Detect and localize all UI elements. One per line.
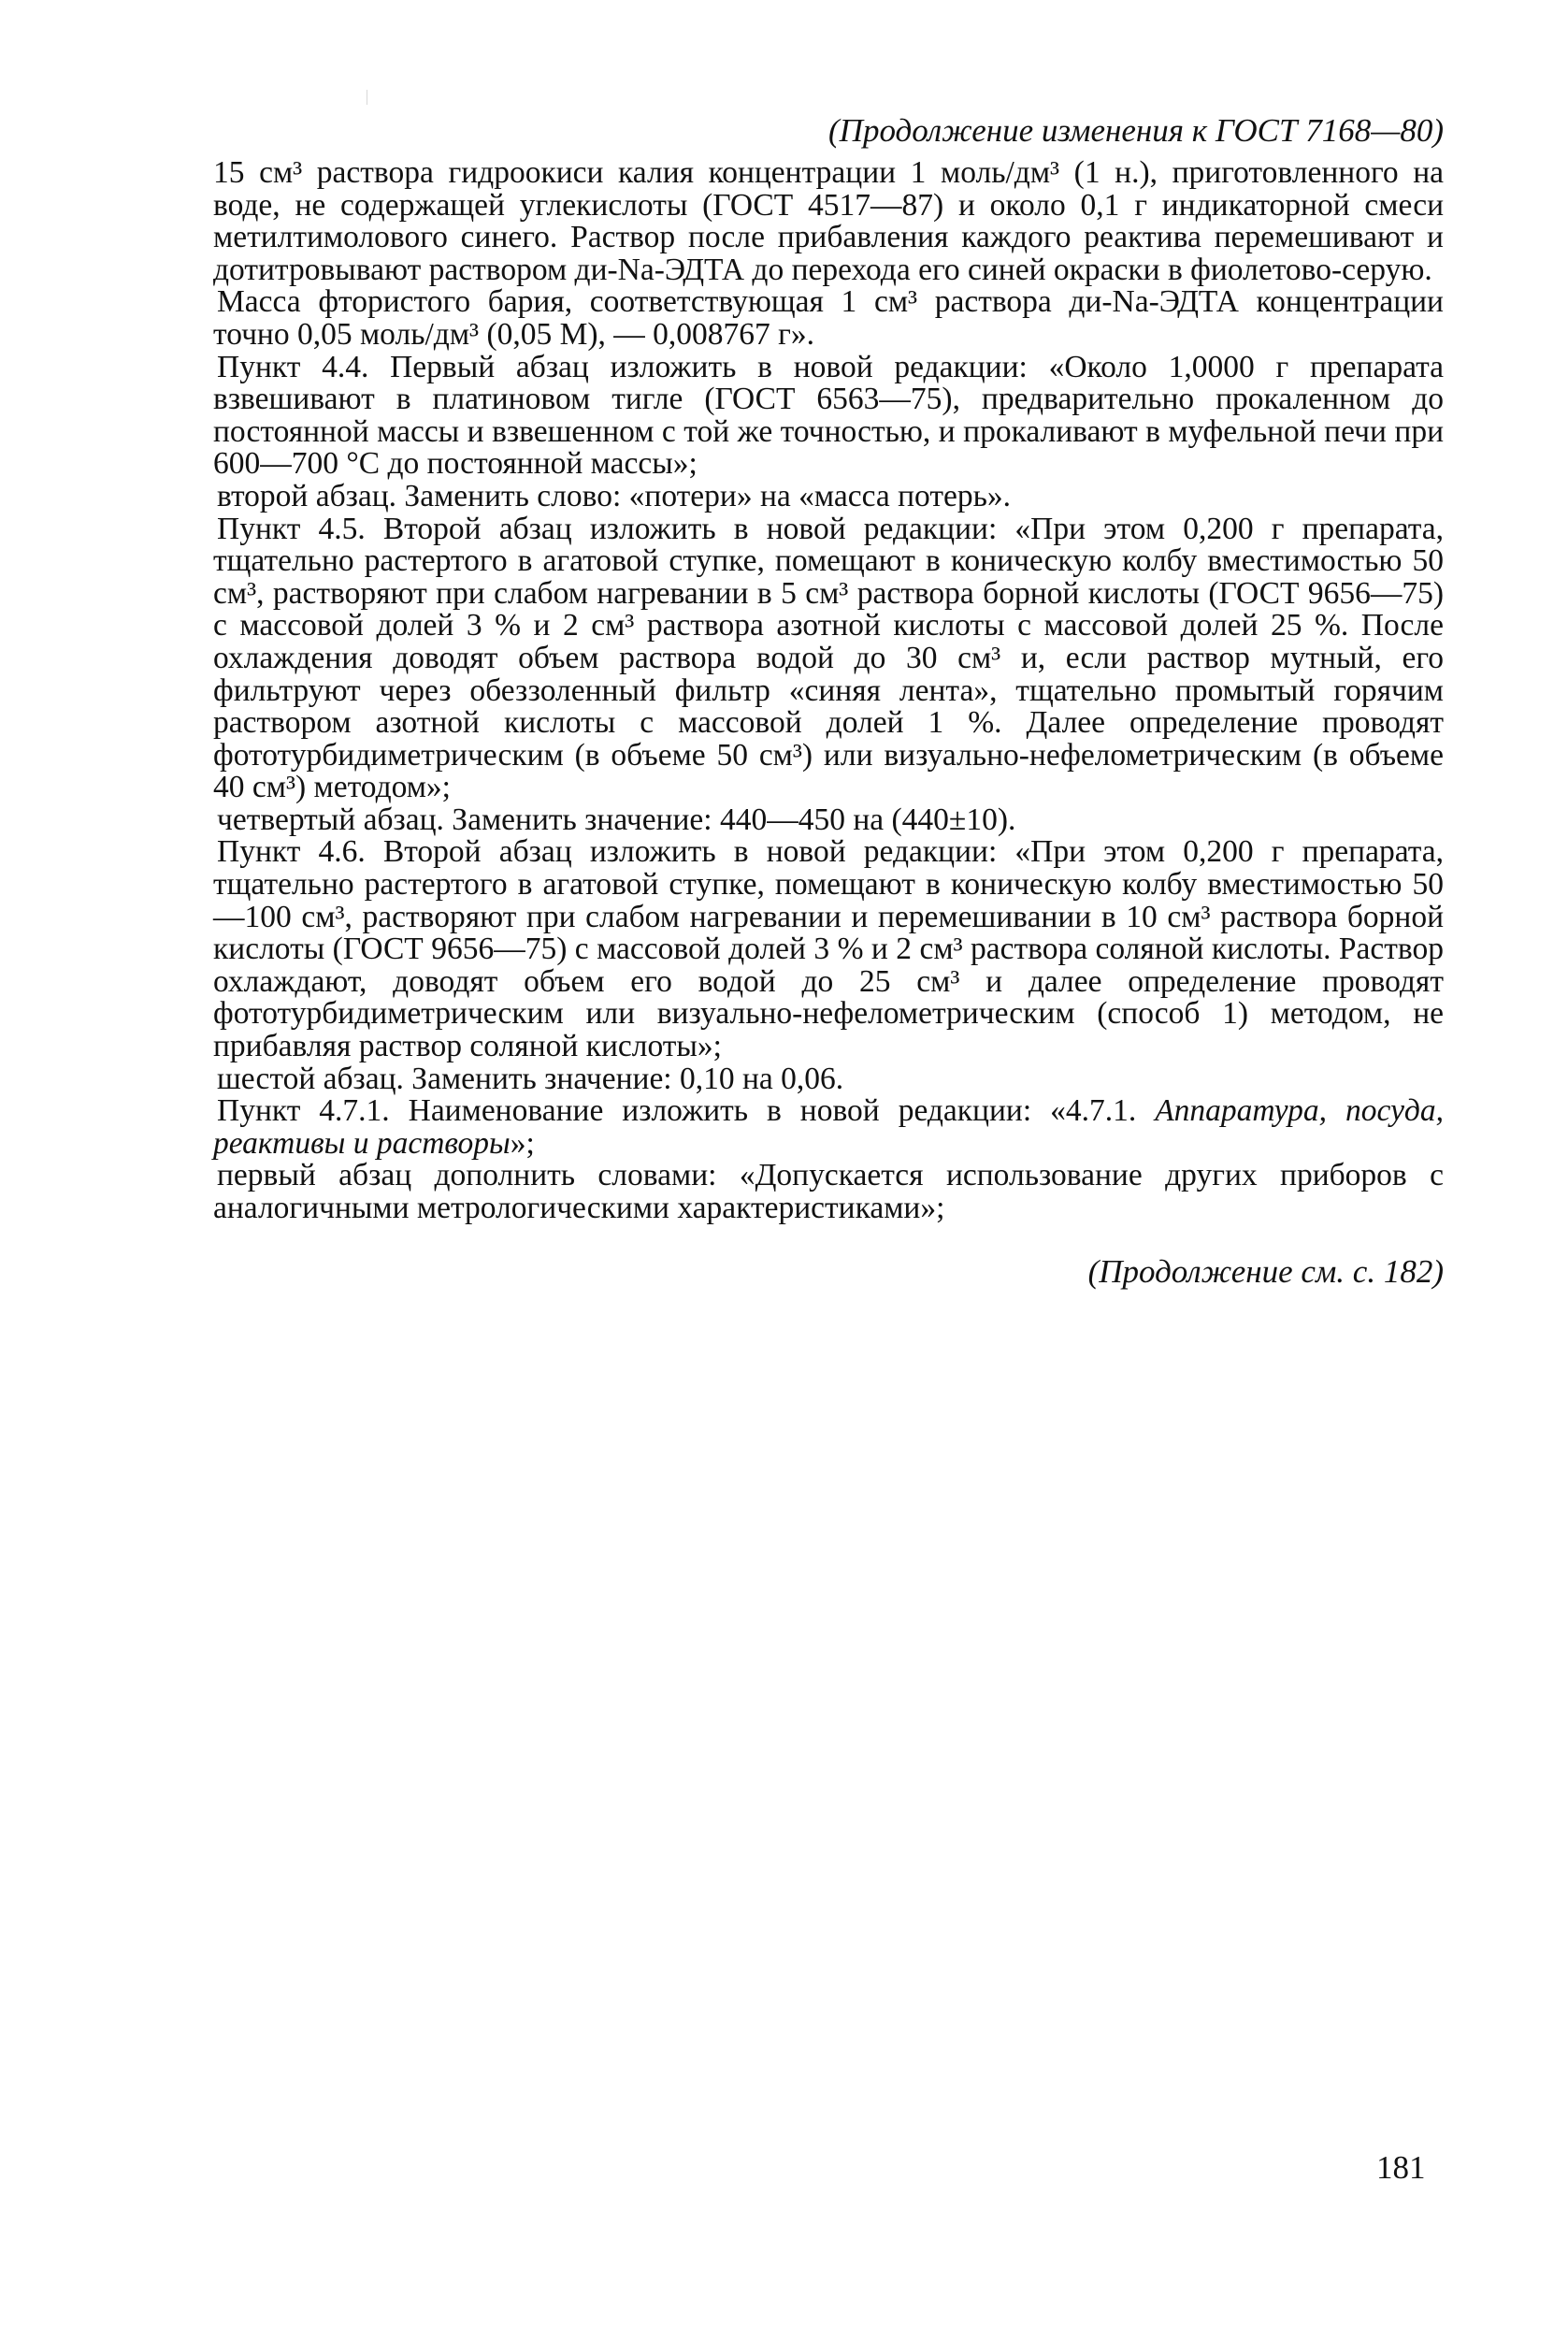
- paragraph-barium-fluoride-mass: Масса фтористого бария, соответствующая 1 см³ раствора ди-Na-ЭДТА концентрации точно 0,05 моль/дм³ (0,05 М), — 0,008767 г».: [213, 284, 1444, 352]
- paragraph-item-4-4: Пункт 4.4. Первый абзац изложить в новой редакции: «Около 1,0000 г препарата взвешивают в платиновом тигле (ГОСТ 6563—75), предварительно прокаленном до постоянной массы и взвешенном с той же точностью, и прокаливают в муфельной печи при 600—700 °С до постоянной массы»;: [213, 349, 1444, 482]
- paragraph-second-abzac-4-4: второй абзац. Заменить слово: «потери» на «масса потерь».: [217, 478, 1011, 513]
- paragraph-sixth-abzac-4-6: шестой абзац. Заменить значение: 0,10 на 0,06.: [217, 1061, 844, 1096]
- document-page: [213, 110, 1444, 1293]
- continuation-footer: (Продолжение см. с. 182): [1087, 1252, 1444, 1290]
- continuation-header: (Продолжение изменения к ГОСТ 7168—80): [828, 112, 1444, 149]
- paragraph-fourth-abzac-4-5: четвертый абзац. Заменить значение: 440—450 на (440±10).: [217, 802, 1016, 837]
- paragraph-item-4-6: Пункт 4.6. Второй абзац изложить в новой редакции: «При этом 0,200 г препарата, тщательно растертого в агатовой ступке, помещают в коническую колбу вместимостью 50—100 см³, растворяют при слабом нагревании и перемешивании в 10 см³ раствора борной кислоты (ГОСТ 9656—75) с массовой долей 3 % и 2 см³ раствора соляной кислоты. Раствор охлаждают, доводят объем его водой до 25 см³ и далее определение проводят фототурбидиметрическим или визуально-нефелометрическим (способ 1) методом, не прибавляя раствор соляной кислоты»;: [213, 834, 1444, 1064]
- item-4-7-1-title: Аппаратура, посуда, реактивы и растворы: [213, 1093, 1444, 1161]
- item-4-7-1-lead: Пункт 4.7.1. Наименование изложить в новой редакции: «4.7.1.: [217, 1093, 1156, 1129]
- paragraph-item-4-7-1: [213, 1095, 1444, 1160]
- page-number: 181: [1376, 2149, 1426, 2186]
- paragraph-first-abzac-4-7-1: первый абзац дополнить словами: «Допускается использование других приборов с аналогичными метрологическими характеристиками»;: [213, 1158, 1444, 1225]
- item-4-7-1-tail: »;: [510, 1125, 535, 1161]
- paragraph-item-4-5: Пункт 4.5. Второй абзац изложить в новой редакции: «При этом 0,200 г препарата, тщательно растертого в агатовой ступке, помещают в коническую колбу вместимостью 50 см³, растворяют при слабом нагревании в 5 см³ раствора борной кислоты (ГОСТ 9656—75) с массовой долей 3 % и 2 см³ раствора азотной кислоты с массовой долей 25 %. После охлаждения доводят объем раствора водой до 30 см³ и, если раствор мутный, его фильтруют через обеззоленный фильтр «синяя лента», тщательно промытый горячим раствором азотной кислоты с массовой долей 1 %. Далее определение проводят фототурбидиметрическим (в объеме 50 см³) или визуально-нефелометрическим (в объеме 40 см³) методом»;: [213, 511, 1444, 805]
- paragraph-potassium-hydroxide: 15 см³ раствора гидроокиси калия концентрации 1 моль/дм³ (1 н.), приготовленного на воде, не содержащей углекислоты (ГОСТ 4517—87) и около 0,1 г индикаторной смеси метилтимолового синего. Раствор после прибавления каждого реактива перемешивают и дотитровывают раствором ди-Na-ЭДТА до перехода его синей окраски в фиолетово-серую.: [213, 155, 1444, 287]
